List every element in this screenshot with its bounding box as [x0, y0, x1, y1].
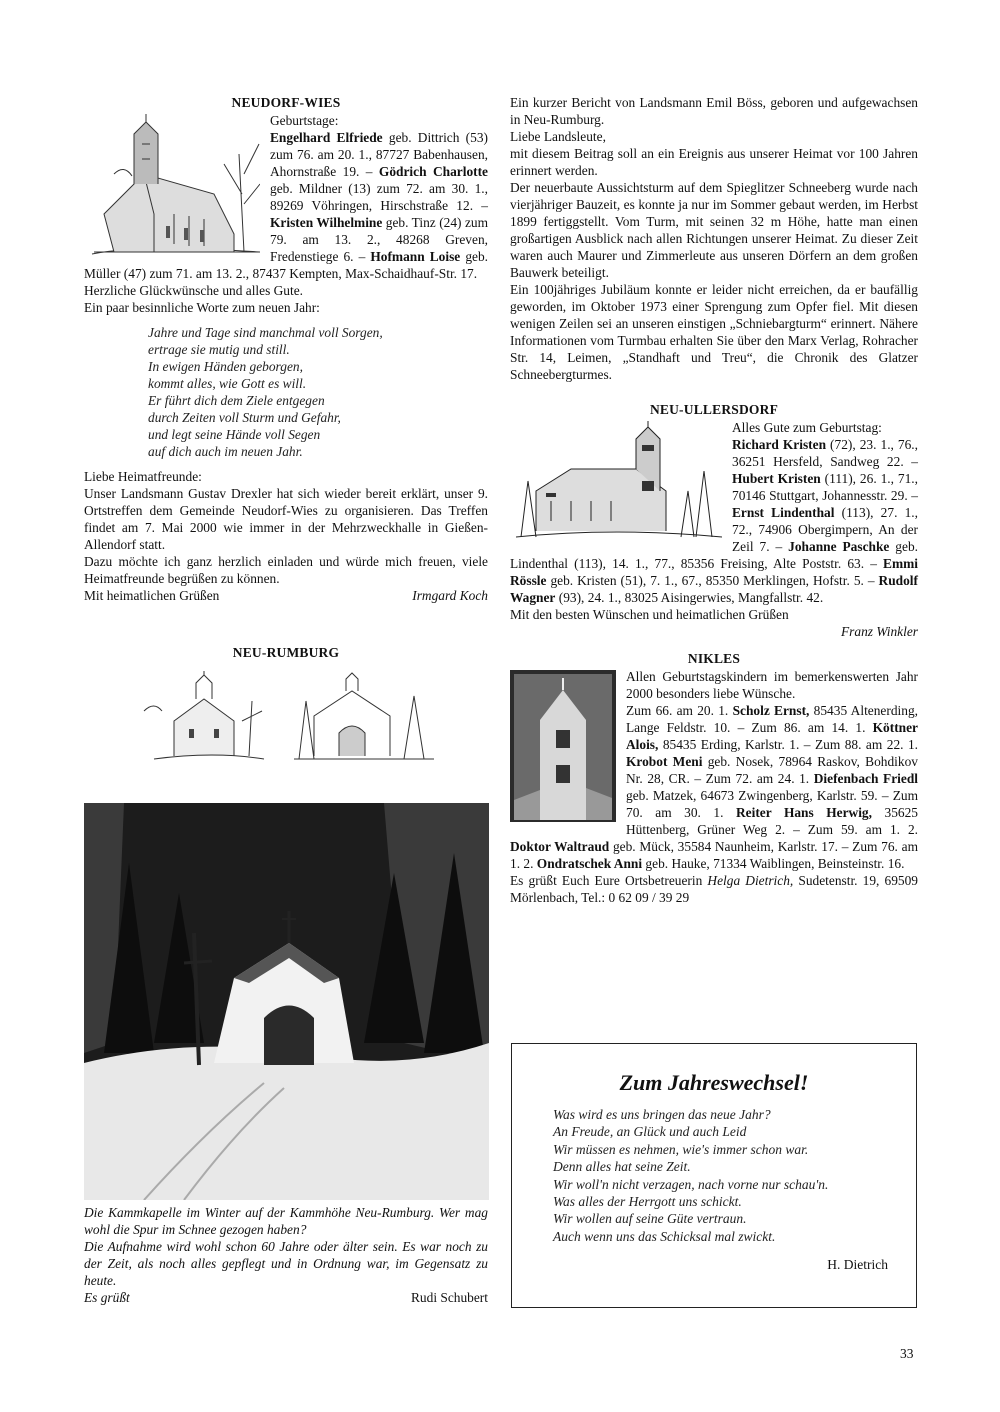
birthday-name: Gödrich Charlotte: [378, 164, 488, 179]
birthday-name: Engelhard Elfriede: [270, 130, 383, 145]
birthday-name: Scholz Ernst,: [732, 703, 810, 718]
poem-line: auf dich auch im neuen Jahr.: [148, 444, 303, 459]
poem-line: An Freude, an Glück und auch Leid: [553, 1124, 747, 1140]
birthday-detail: geb. Müller (47) zum 71. am 13. 2., 87437 Kempten, Max-Schaidhauf-Str. 17.: [84, 249, 488, 281]
poem-line: durch Zeiten voll Sturm und Gefahr,: [148, 410, 341, 425]
poem-line: Was wird es uns bringen das neue Jahr?: [553, 1107, 771, 1122]
birthday-detail: geb. Kristen (51), 7. 1., 67., 85350 Merklingen, Hofstr. 5. –: [546, 573, 879, 588]
entry-detail: geb. Matzek, 64673 Zwingenberg, Karlstr. 59. – Zum 70. am 30. 1.: [626, 788, 918, 820]
left-column: [84, 94, 488, 767]
bericht-p2: Liebe Landsleute,: [510, 129, 606, 144]
poem-line: In ewigen Händen geborgen,: [148, 359, 303, 374]
poem-line: Wir woll'n nicht verzagen, nach vorne nur schau'n.: [553, 1176, 829, 1192]
poem-line: Er führt dich dem Ziele entgegen: [148, 393, 325, 408]
birthday-name: Johanne Paschke: [788, 539, 890, 554]
tower-photo-nikles-illustration: [510, 670, 616, 822]
birthday-name: Ernst Lindenthal: [732, 505, 835, 520]
neudorf-closing: Mit heimatlichen Grüßen: [84, 588, 220, 603]
caption-line-1: Die Kammkapelle im Winter auf der Kammhöhe Neu-Rumburg. Wer mag wohl die Spur im Schnee gezogen haben?: [84, 1205, 488, 1237]
birthday-detail: (113), 27. 1., 72., 74906 Obergimpern, An der Zeil 7. –: [732, 505, 918, 554]
poem-line: Was alles der Herrgott uns schickt.: [553, 1194, 742, 1210]
bericht-p3: mit diesem Beitrag soll an ein Ereignis aus unserer Heimat vor 100 Jahren erinnert werden.: [510, 146, 918, 178]
birthday-name: Richard Kristen: [732, 437, 827, 452]
birthday-detail: (93), 24. 1., 83025 Aisingerwies, Mangfallstr. 42.: [555, 590, 824, 605]
poem-line: Jahre und Tage sind manchmal voll Sorgen,: [148, 325, 383, 340]
birthday-detail: geb. Tinz (24) zum 79. am 13. 2., 48268 Greven, Fredenstiege 6. –: [270, 215, 489, 264]
entry-detail: 35625 Hüttenberg, Grüner Weg 2. – Zum 59. am 1. 2.: [626, 805, 918, 837]
birthday-name: Ondratschek Anni: [536, 856, 643, 871]
caption-line-2: Die Aufnahme wird wohl schon 60 Jahre oder älter sein. Es war noch zu der Zeit, als noch alles gepflegt und in Ordnung war, im Gegensatz zu heute.: [84, 1239, 488, 1288]
neu-rumburg-author: Rudi Schubert: [411, 1290, 488, 1305]
entry-detail: 85435 Erding, Karlstr. 1. – Zum 88. am 22. 1.: [658, 737, 918, 752]
birthday-detail: (72), 23. 1., 76., 36251 Hersfeld, Sandweg 22. –: [732, 437, 918, 469]
poem-line: Denn alles hat seine Zeit.: [553, 1159, 691, 1175]
birthday-detail: geb. Dittrich (53) zum 76. am 20. 1., 87727 Babenhausen, Ahornstraße 19. –: [270, 130, 488, 179]
ullersdorf-intro: Alles Gute zum Geburtstag:: [732, 420, 882, 435]
neudorf-intro: Geburtstage:: [270, 113, 339, 128]
birthday-detail: geb. Lindenthal (113), 14. 1., 77., 85356 Freising, Alte Poststr. 63. –: [510, 539, 918, 571]
birthday-name: Doktor Waltraud: [510, 839, 610, 854]
bericht-p5: Ein 100jähriges Jubiläum konnte er leider nicht erreichen, da er baufällig geworden, im Oktober 1973 einer Sprengung zum Opfer fiel. Mit diesen wenigen Zeilen sei an unseren einstigen „Schniebargturm“ erinnert. Nähere Informationen vom Turmbau erhalten Sie über den Marx Verlag, Rohracher Str. 14, Leimen, „Standhaft und Treu“, die Chronik des Glatzer Schneebergturmes.: [510, 282, 918, 382]
birthday-name: Hofmann Loise: [370, 249, 461, 264]
page-number: 33: [900, 1346, 914, 1361]
poem-line: Auch wenn uns das Schicksal mal zwickt.: [553, 1228, 776, 1244]
poem-line: und legt seine Hände voll Segen: [148, 427, 321, 442]
closing-address: Sudetenstr. 19, 69509 Mörlenbach, Tel.: 0 62 09 / 39 29: [510, 873, 918, 905]
entry-detail: geb. Hauke, 71334 Waiblingen, Beinsteinstr. 16.: [642, 856, 905, 871]
heading-nikles: NIKLES: [687, 651, 741, 666]
church-sketch-ullersdorf-illustration: [516, 421, 722, 543]
birthday-name: Rudolf Wagner: [510, 573, 918, 605]
neudorf-greeting: Liebe Heimatfreunde:: [84, 469, 202, 484]
neu-rumburg-signature: [84, 1289, 488, 1306]
birthday-name: Köttner Alois,: [626, 720, 918, 752]
birthday-name: Krobot Meni: [626, 754, 703, 769]
neudorf-wishes: Herzliche Glückwünsche und alles Gute.: [84, 283, 304, 298]
heading-neu-rumburg: NEU-RUMBURG: [232, 645, 340, 660]
poem-line: ertrage sie mutig und still.: [148, 342, 290, 357]
neu-rumburg-closing: Es grüßt: [84, 1290, 130, 1305]
birthday-name: Diefenbach Friedl: [813, 771, 918, 786]
photo-caption: [84, 1204, 488, 1306]
birthday-name: Emmi Rössle: [510, 556, 918, 588]
bericht-p1: Ein kurzer Bericht von Landsmann Emil Böss, geboren und aufgewachsen in Neu-Rumburg.: [510, 95, 918, 127]
church-sketch-neudorf-illustration: [84, 114, 260, 260]
birthday-name: Kristen Wilhelmine: [270, 215, 383, 230]
kammkapelle-winter-photo: [84, 803, 489, 1200]
neudorf-body-1: Unser Landsmann Gustav Drexler hat sich wieder bereit erklärt, unser 9. Ortstreffen dem Gemeinde Neudorf-Wies zu organisieren. Das Treffen findet am 7. Mai 2000 wie immer in der Mehrzweckhalle in Gießen-Allendorf statt.: [84, 486, 488, 552]
jahreswechsel-author: H. Dietrich: [827, 1257, 888, 1273]
right-column: [510, 94, 918, 906]
neudorf-signature: [84, 587, 488, 604]
entry-detail: 85435 Altenerding, Lange Feldstr. 10. – Zum 86. am 14. 1.: [626, 703, 918, 735]
neudorf-poem-intro: Ein paar besinnliche Worte zum neuen Jahr:: [84, 300, 320, 315]
birthday-name: Hubert Kristen: [732, 471, 821, 486]
ullersdorf-author: Franz Winkler: [841, 624, 918, 639]
birthday-name: Reiter Hans Herwig,: [735, 805, 872, 820]
heading-neu-ullersdorf: NEU-ULLERSDORF: [649, 402, 779, 417]
new-year-poem: [148, 324, 488, 460]
nikles-intro: Allen Geburtstagskindern im bemerkenswerten Jahr 2000 besonders liebe Wünsche.: [626, 669, 918, 701]
ullersdorf-closing: Mit den besten Wünschen und heimatlichen Grüßen: [510, 607, 789, 622]
birthday-detail: geb. Mildner (13) zum 72. am 30. 1., 89269 Vöhringen, Hirschstraße 12. –: [270, 181, 488, 213]
jahreswechsel-title: Zum Jahreswechsel!: [619, 1070, 809, 1095]
neudorf-author: Irmgard Koch: [412, 588, 488, 603]
poem-line: Wir müssen es nehmen, wie's immer schon war.: [553, 1141, 809, 1157]
neu-rumburg-sketches-illustration: [134, 671, 488, 767]
birthday-detail: (111), 26. 1., 71., 70146 Stuttgart, Johannesstr. 29. –: [732, 471, 918, 503]
bericht-p4: Der neuerbaute Aussichtsturm auf dem Spieglitzer Schneeberg wurde nach vierjähriger Bauzeit, es konnte ja nur im Sommer gebaut werden, im Herbst 1899 fertiggstellt. Vom Turm, mit seinen 32 m Höhe, hatte man einen großartigen Ausblick nach allen Richtungen unserer Heimat. Zu dieser Zeit waren auch Maurer und Zimmerleute aus unseren Dörfern an dem großen Bauwerk beteiligt.: [510, 180, 918, 280]
heading-neudorf-wies: NEUDORF-WIES: [231, 95, 341, 110]
jahreswechsel-poem: [553, 1106, 916, 1245]
entry-detail: geb. Nosek, 78964 Raskov, Bohdikov Nr. 28, CR. – Zum 72. am 24. 1.: [626, 754, 918, 786]
closing-text: Es grüßt Euch Eure Ortsbetreuerin: [510, 873, 708, 888]
poem-line: Wir wollen auf seine Güte vertraun.: [553, 1211, 747, 1227]
nikles-closing: [510, 872, 918, 906]
closing-name: Helga Dietrich,: [707, 873, 794, 888]
poem-line: kommt alles, wie Gott es will.: [148, 376, 307, 391]
entry-detail: Zum 66. am 20. 1.: [626, 703, 733, 718]
neudorf-body-2: Dazu möchte ich ganz herzlich einladen und würde mich freuen, viele Heimatfreunde begrüßen zu können.: [84, 554, 488, 586]
entry-detail: geb. Mück, 35584 Naunheim, Karlstr. 17. – Zum 76. am 1. 2.: [510, 839, 918, 871]
jahreswechsel-box: [511, 1043, 917, 1308]
